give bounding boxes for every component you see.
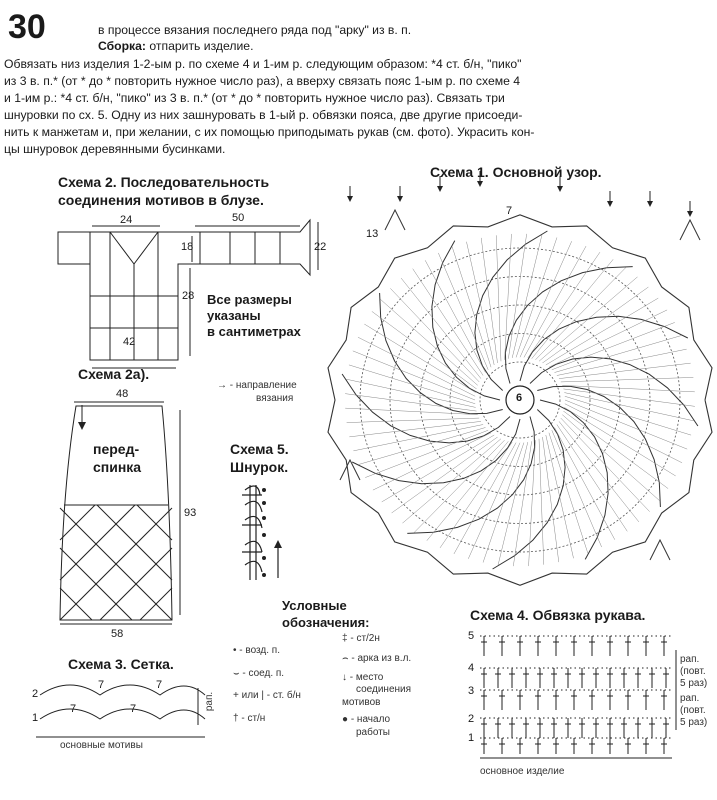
- arch-icon: ⌢: [342, 653, 349, 664]
- scheme3-rap: рап.: [204, 691, 216, 712]
- intro-p1: Обвязать низ изделия 1-2-ым р. по схеме 4 и 1-им р. следующим образом: *4 ст. б/н, "пико": [4, 57, 522, 71]
- assembly-text: отпарить изделие.: [149, 39, 254, 53]
- legend-chain-text: - возд. п.: [239, 645, 281, 656]
- front-back-label-1: перед-: [93, 441, 140, 457]
- front-back-label-2: спинка: [93, 459, 142, 475]
- motif-center-6: 6: [516, 392, 523, 404]
- scheme4-base: основное изделие: [480, 766, 565, 777]
- sizes-note-3: в сантиметрах: [207, 324, 301, 339]
- dim-28: 28: [182, 290, 195, 302]
- filled-dot-icon: ●: [342, 714, 349, 725]
- dim-42: 42: [123, 336, 136, 348]
- plus-icon: +: [233, 690, 239, 701]
- intro-p5: нить к манжетам и, при желании, с их помощью приподымать рукав (см. фото). Украсить кон-: [4, 125, 535, 139]
- legend-title-1: Условные: [282, 598, 347, 613]
- scheme2-title-1: Схема 2. Последовательность: [58, 174, 270, 190]
- assembly-label: Сборка:: [98, 39, 146, 53]
- legend-tr-text: - ст/2н: [350, 633, 380, 644]
- legend-title-2: обозначения:: [282, 615, 370, 630]
- intro-line-1: в процессе вязания последнего ряда под "арку" из в. п.: [98, 23, 412, 37]
- scheme4-rap-2: рап.: [680, 693, 700, 704]
- intro-p6: цы шнуровок деревянными бусинками.: [4, 142, 226, 156]
- direction-label-2: вязания: [256, 393, 294, 404]
- scheme4-row-1: 1: [468, 732, 475, 744]
- intro-p4: шнуровки по сх. 5. Одну из них зашнуровать в 1-ый р. обвязки пояса, две другие присоеди-: [4, 108, 523, 122]
- direction-label-text: - направление: [229, 380, 297, 391]
- legend-start-text: - начало: [350, 714, 391, 725]
- scheme3-label-7d: 7: [130, 703, 137, 715]
- legend-join-text: - место: [349, 672, 384, 683]
- double-dagger-icon: ‡: [342, 633, 348, 644]
- motif-label-13: 13: [366, 228, 379, 240]
- intro-p2: из 3 в. п.* (от * до * повторить нужное число раз), а вверху связать пояс 1-ым р. по схеме 4: [4, 74, 521, 88]
- scheme4-row-2: 2: [468, 713, 475, 725]
- sizes-note-2: указаны: [207, 308, 261, 323]
- scheme5-title-1: Схема 5.: [230, 441, 289, 457]
- scheme2a-title: Схема 2а).: [78, 366, 150, 382]
- scheme3-label-7b: 7: [156, 679, 163, 691]
- scheme3-base: основные мотивы: [60, 740, 143, 751]
- legend-sc-text: или | - ст. б/н: [241, 690, 301, 701]
- dot-icon: •: [233, 645, 237, 656]
- legend-start-2: работы: [356, 727, 390, 738]
- scheme4-title: Схема 4. Обвязка рукава.: [470, 607, 646, 623]
- arc-icon: ⌣: [233, 668, 240, 679]
- scheme3-row-2: 2: [32, 688, 39, 700]
- legend-dc-text: - ст/н: [241, 713, 266, 724]
- legend-slip-text: - соед. п.: [242, 668, 285, 679]
- scheme4-row-3: 3: [468, 685, 475, 697]
- dagger-icon: †: [233, 713, 239, 724]
- scheme4-repeat-2b: 5 раз): [680, 717, 708, 728]
- sizes-note-1: Все размеры: [207, 292, 292, 307]
- scheme2-title-2: соединения мотивов в блузе.: [58, 192, 264, 208]
- scheme4-repeat-2a: (повт.: [680, 705, 706, 716]
- scheme4-repeat-1b: 5 раз): [680, 678, 708, 689]
- scheme4-row-4: 4: [468, 662, 475, 674]
- legend-join-2: соединения: [356, 684, 412, 695]
- dim-22: 22: [314, 241, 327, 253]
- intro-p3: и 1-им р.: *4 ст. б/н, "пико" из 3 в. п.* (от * до * повторить нужное число раз). Связать три: [4, 91, 505, 105]
- dim-93: 93: [184, 507, 197, 519]
- dim-50: 50: [232, 212, 245, 224]
- scheme5-title-2: Шнурок.: [230, 459, 289, 475]
- scheme3-title: Схема 3. Сетка.: [68, 656, 174, 672]
- scheme1-title: Схема 1. Основной узор.: [430, 164, 602, 180]
- dim-58: 58: [111, 628, 124, 640]
- legend-arch-text: - арка из в.л.: [351, 653, 412, 664]
- legend-join-3: мотивов: [342, 697, 381, 708]
- dim-48: 48: [116, 388, 129, 400]
- scheme4-row-5: 5: [468, 630, 475, 642]
- scheme3-label-7a: 7: [98, 679, 105, 691]
- dim-24: 24: [120, 214, 133, 226]
- scheme3-label-7c: 7: [70, 703, 77, 715]
- scheme3-row-1: 1: [32, 712, 39, 724]
- scheme4-repeat-1a: (повт.: [680, 666, 706, 677]
- scheme4-rap-1: рап.: [680, 654, 700, 665]
- page-number: 30: [8, 8, 46, 46]
- dim-18: 18: [181, 241, 194, 253]
- motif-label-7: 7: [506, 205, 513, 217]
- down-arrow-icon: ↓: [342, 672, 347, 683]
- direction-arrow-icon: →: [217, 380, 227, 391]
